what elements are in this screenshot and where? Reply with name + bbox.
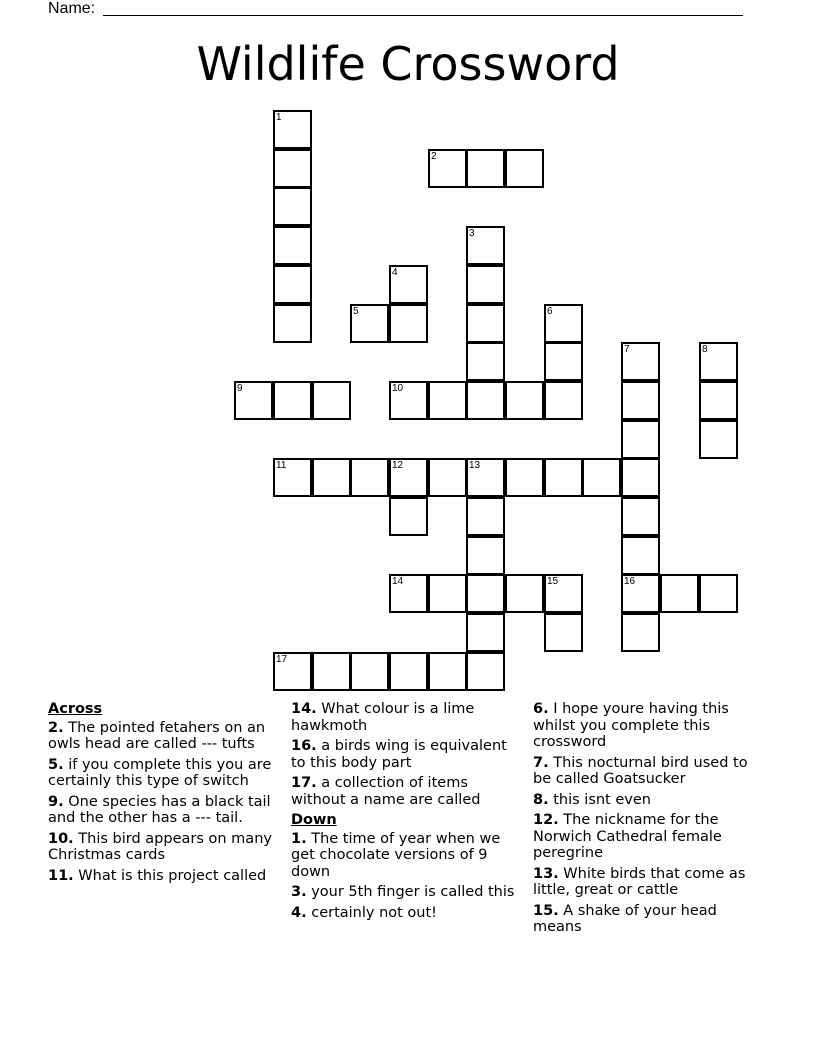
across-clue-list-continued xyxy=(291,701,519,808)
crossword-cell[interactable] xyxy=(389,652,428,691)
crossword-cell[interactable] xyxy=(544,304,583,343)
crossword-cell[interactable] xyxy=(273,110,312,149)
crossword-cell[interactable] xyxy=(621,381,660,420)
crossword-cell[interactable] xyxy=(273,381,312,420)
clue-item-number: 2. xyxy=(48,719,64,736)
crossword-cell[interactable] xyxy=(389,458,428,497)
clue-number: 17 xyxy=(276,654,288,665)
crossword-cell[interactable] xyxy=(621,574,660,613)
down-clue-list-continued xyxy=(533,701,765,936)
clue-item xyxy=(533,812,765,862)
clue-item-number: 14. xyxy=(291,701,317,717)
crossword-cell[interactable] xyxy=(234,381,273,420)
clue-item xyxy=(48,757,276,790)
crossword-cell[interactable] xyxy=(466,613,505,652)
clue-number: 5 xyxy=(353,306,359,317)
crossword-cell[interactable] xyxy=(544,381,583,420)
clue-item-text: a birds wing is equivalent to this body part xyxy=(291,738,507,771)
crossword-cell[interactable] xyxy=(428,574,467,613)
clue-number: 3 xyxy=(469,228,475,239)
crossword-cell[interactable] xyxy=(699,574,738,613)
clue-item-number: 1. xyxy=(291,830,307,847)
clue-item-number: 8. xyxy=(533,791,549,808)
crossword-cell[interactable] xyxy=(621,613,660,652)
clue-item-text: One species has a black tail and the other has a --- tail. xyxy=(48,793,271,826)
crossword-cell[interactable] xyxy=(466,497,505,536)
crossword-cell[interactable] xyxy=(466,226,505,265)
name-label: Name: xyxy=(48,0,96,17)
clue-item-number: 10. xyxy=(48,830,74,847)
crossword-cell[interactable] xyxy=(621,420,660,459)
clue-item-text: A shake of your head means xyxy=(533,902,717,935)
crossword-cell[interactable] xyxy=(273,226,312,265)
crossword-cell[interactable] xyxy=(505,458,544,497)
crossword-cell[interactable] xyxy=(544,342,583,381)
crossword-cell[interactable] xyxy=(466,304,505,343)
crossword-cell[interactable] xyxy=(466,536,505,575)
clue-item-text: The pointed fetahers on an owls head are called --- tufts xyxy=(48,719,266,752)
crossword-cell[interactable] xyxy=(505,381,544,420)
clue-item xyxy=(533,903,765,936)
clues-column-1 xyxy=(48,701,276,888)
crossword-cell[interactable] xyxy=(699,420,738,459)
clue-number: 15 xyxy=(547,576,559,587)
clue-item xyxy=(533,701,765,751)
clue-item-number: 7. xyxy=(533,754,549,771)
crossword-cell[interactable] xyxy=(544,574,583,613)
crossword-cell[interactable] xyxy=(428,652,467,691)
clue-item xyxy=(291,884,519,901)
crossword-cell[interactable] xyxy=(621,458,660,497)
crossword-cell[interactable] xyxy=(428,381,467,420)
crossword-cell[interactable] xyxy=(466,149,505,188)
clue-number: 7 xyxy=(624,344,630,355)
clue-item-text: What is this project called xyxy=(73,867,267,884)
clue-item-number: 17. xyxy=(291,775,317,791)
clue-number: 16 xyxy=(624,576,636,587)
clue-item-text: a collection of items without a name are called xyxy=(291,775,481,808)
crossword-cell[interactable] xyxy=(466,342,505,381)
clue-item-text: This nocturnal bird used to be called Goatsucker xyxy=(533,754,748,787)
clue-item-number: 12. xyxy=(533,812,559,828)
clue-item-number: 6. xyxy=(533,701,549,717)
crossword-cell[interactable] xyxy=(544,458,583,497)
clue-item-text: The nickname for the Norwich Cathedral female peregrine xyxy=(533,812,722,861)
clue-item xyxy=(291,738,519,771)
page-title: Wildlife Crossword xyxy=(196,37,620,91)
clue-item xyxy=(533,792,765,809)
clue-item-number: 13. xyxy=(533,865,559,882)
crossword-cell[interactable] xyxy=(466,574,505,613)
crossword-cell[interactable] xyxy=(582,458,621,497)
clue-item-number: 16. xyxy=(291,738,317,754)
crossword-cell[interactable] xyxy=(699,342,738,381)
crossword-cell[interactable] xyxy=(350,304,389,343)
crossword-cell[interactable] xyxy=(389,265,428,304)
crossword-cell[interactable] xyxy=(466,265,505,304)
clue-item-text: What colour is a lime hawkmoth xyxy=(291,701,475,734)
clue-number: 9 xyxy=(237,383,243,394)
clue-item-number: 9. xyxy=(48,793,64,810)
clue-item xyxy=(291,831,519,881)
clue-number: 10 xyxy=(392,383,404,394)
clue-item-number: 15. xyxy=(533,902,559,919)
clue-item-text: I hope youre having this whilst you complete this crossword xyxy=(533,701,729,750)
clue-number: 11 xyxy=(276,460,287,471)
clue-item xyxy=(291,905,519,922)
clue-number: 2 xyxy=(431,151,437,162)
crossword-cell[interactable] xyxy=(466,381,505,420)
clues-column-3 xyxy=(533,701,765,940)
clue-item xyxy=(533,866,765,899)
clue-number: 12 xyxy=(392,460,404,471)
clue-item-number: 3. xyxy=(291,884,307,900)
crossword-cell[interactable] xyxy=(389,381,428,420)
clue-item-number: 4. xyxy=(291,904,307,921)
clue-item-text: your 5th finger is called this xyxy=(306,884,515,900)
clue-number: 8 xyxy=(702,344,708,355)
crossword-cell[interactable] xyxy=(621,497,660,536)
down-heading: Down xyxy=(291,812,337,828)
clue-item xyxy=(48,720,276,753)
clues-column-2 xyxy=(291,701,519,925)
crossword-cell[interactable] xyxy=(312,381,351,420)
clue-item-text: The time of year when we get chocolate versions of 9 down xyxy=(291,830,501,880)
crossword-cell[interactable] xyxy=(273,458,312,497)
crossword-cell[interactable] xyxy=(621,536,660,575)
across-clue-list xyxy=(48,720,276,885)
crossword-cell[interactable] xyxy=(505,149,544,188)
down-clue-list xyxy=(291,831,519,922)
clue-item xyxy=(48,831,276,864)
crossword-cell[interactable] xyxy=(660,574,699,613)
clue-number: 6 xyxy=(547,306,553,317)
clue-number: 1 xyxy=(276,112,282,123)
crossword-cell[interactable] xyxy=(273,149,312,188)
crossword-cell[interactable] xyxy=(621,342,660,381)
crossword-cell[interactable] xyxy=(273,652,312,691)
crossword-cell[interactable] xyxy=(389,304,428,343)
clue-item-text: if you complete this you are certainly this type of switch xyxy=(48,756,272,789)
clue-number: 14 xyxy=(392,576,404,587)
crossword-cell[interactable] xyxy=(699,381,738,420)
crossword-cell[interactable] xyxy=(428,149,467,188)
clue-item-text: certainly not out! xyxy=(306,904,437,921)
clue-item xyxy=(291,775,519,808)
crossword-cell[interactable] xyxy=(312,458,351,497)
crossword-cell[interactable] xyxy=(466,652,505,691)
crossword-cell[interactable] xyxy=(273,304,312,343)
clue-item-text: White birds that come as little, great or cattle xyxy=(533,865,746,898)
clue-number: 13 xyxy=(469,460,481,471)
crossword-cell[interactable] xyxy=(505,574,544,613)
clue-number: 4 xyxy=(392,267,398,278)
clue-item xyxy=(291,701,519,734)
clue-item xyxy=(533,755,765,788)
clue-item xyxy=(48,868,276,885)
clue-item-text: this isnt even xyxy=(548,791,651,808)
crossword-cell[interactable] xyxy=(312,652,351,691)
crossword-cell[interactable] xyxy=(389,574,428,613)
crossword-cell[interactable] xyxy=(350,458,389,497)
clue-item-text: This bird appears on many Christmas cards xyxy=(48,830,272,863)
crossword-cell[interactable] xyxy=(544,613,583,652)
clue-item-number: 5. xyxy=(48,756,64,773)
clue-item-number: 11. xyxy=(48,867,74,884)
crossword-cell[interactable] xyxy=(273,187,312,226)
crossword-cell[interactable] xyxy=(273,265,312,304)
crossword-cell[interactable] xyxy=(350,652,389,691)
crossword-cell[interactable] xyxy=(466,458,505,497)
across-heading: Across xyxy=(48,701,103,717)
crossword-cell[interactable] xyxy=(428,458,467,497)
crossword-cell[interactable] xyxy=(389,497,428,536)
clue-item xyxy=(48,794,276,827)
